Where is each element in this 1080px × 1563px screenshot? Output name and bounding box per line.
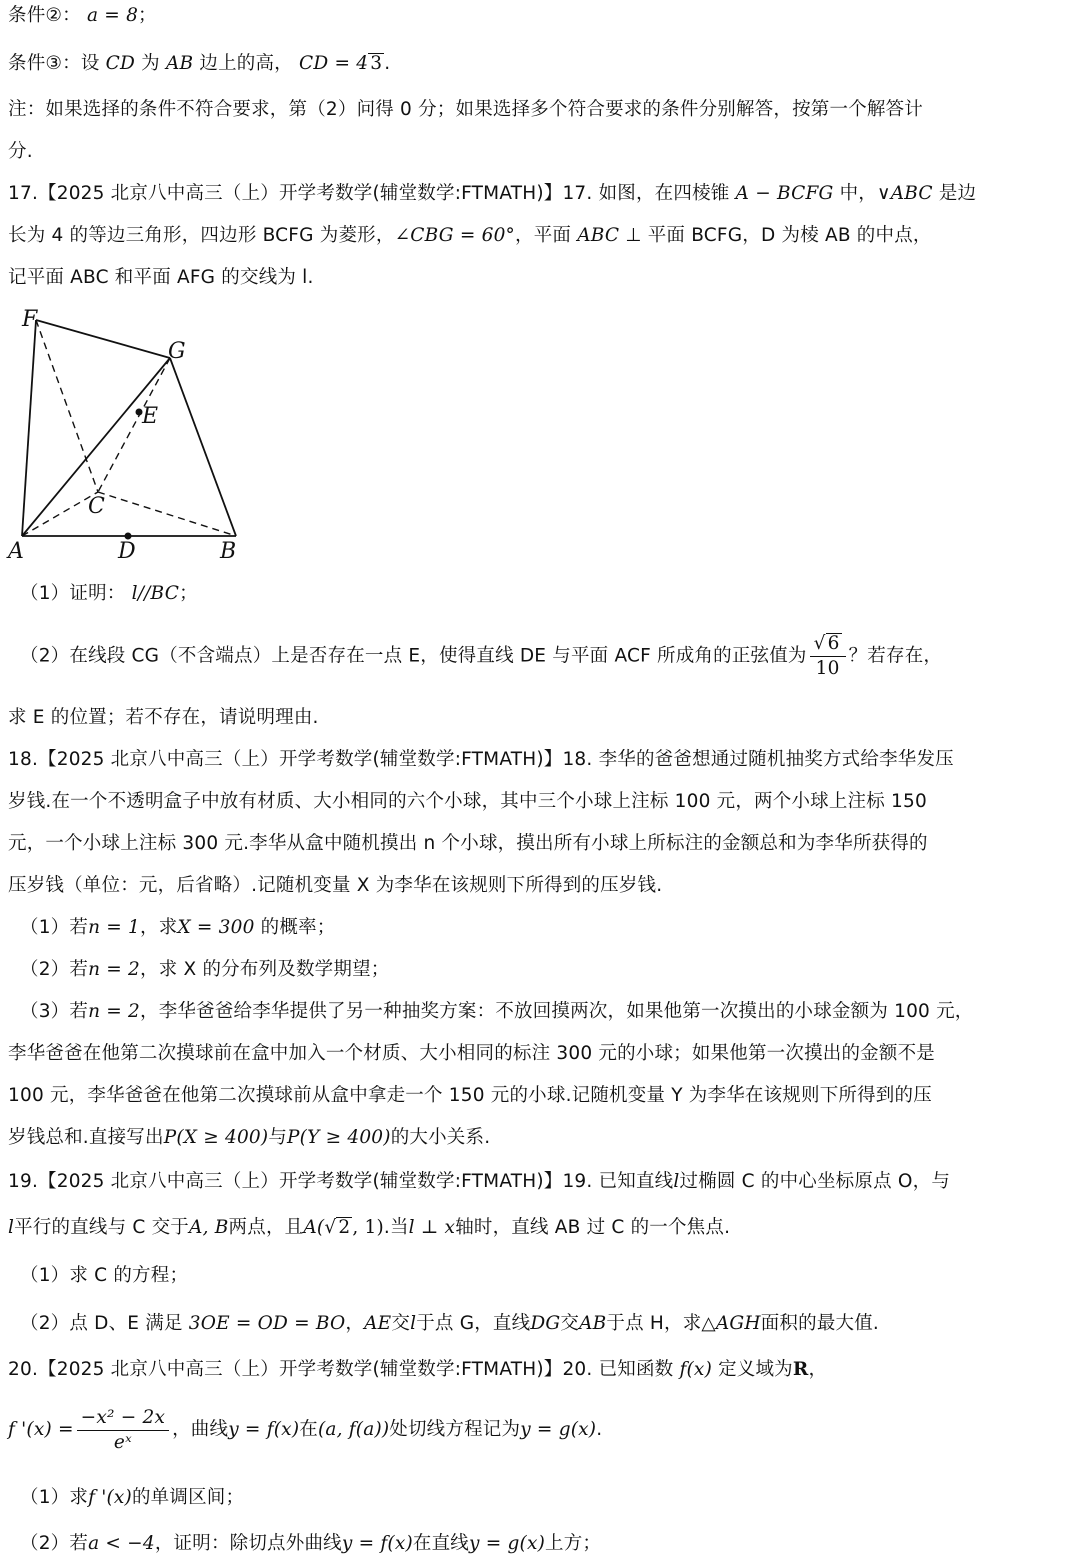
edge-FA: [22, 320, 36, 536]
q18-part-3-line-3: 100 元，李华爸爸在他第二次摸球前从盒中拿走一个 150 元的小球.记随机变量 Y 为李华在该规则下所得到的压: [8, 1085, 932, 1106]
q18-part-2: （2）若n = 2，求 X 的分布列及数学期望；: [20, 959, 390, 980]
label-F: F: [22, 307, 38, 332]
label-E: E: [142, 404, 159, 429]
q19-line-2: l平行的直线与 C 交于A, B两点，且A(√ 2 , 1).当l ⊥ x轴时，直线 AB 过 C 的一个焦点.: [8, 1217, 731, 1238]
q18-part-1: （1）若n = 1，求X = 300 的概率；: [20, 917, 336, 938]
edge-CB: [98, 492, 236, 536]
edge-FG: [36, 320, 170, 358]
q20-line-1: 20.【2025 北京八中高三（上）开学考数学(辅堂数学:FTMATH)】20. 已知函数 f(x) 定义域为R，: [8, 1359, 828, 1380]
note-line-2: 分.: [8, 141, 33, 162]
edge-GB: [170, 358, 236, 536]
q18-part-3-line-2: 李华爸爸在他第二次摸球前在盒中加入一个材质、大小相同的标注 300 元的小球；如果他第一次摸出的金额不是: [8, 1043, 935, 1064]
condition-2: 条件②： a = 8；: [8, 5, 157, 26]
label-B: B: [220, 539, 237, 564]
condition-3: 条件③：设 CD 为 AB 边上的高， CD = 4 3 .: [8, 53, 391, 74]
q18-line-1: 18.【2025 北京八中高三（上）开学考数学(辅堂数学:FTMATH)】18. 李华的爸爸想通过随机抽奖方式给李华发压: [8, 749, 954, 770]
q17-line-1: 17.【2025 北京八中高三（上）开学考数学(辅堂数学:FTMATH)】17. 如图，在四棱锥 A − BCFG 中，∨ABC 是边: [8, 183, 977, 204]
pyramid-figure: [0, 300, 260, 570]
q18-part-3: （3）若n = 2，李华爸爸给李华提供了另一种抽奖方案：不放回摸两次，如果他第一次摸出的小球金额为 100 元，: [20, 1001, 974, 1022]
q17-line-3: 记平面 ABC 和平面 AFG 的交线为 l.: [8, 267, 314, 288]
q17-part-2-line-2: 求 E 的位置；若不存在，请说明理由.: [8, 707, 319, 728]
edge-GC: [98, 358, 170, 492]
q18-line-3: 元，一个小球上注标 300 元.李华从盒中随机摸出 n 个小球，摸出所有小球上所标注的金额总和为李华所获得的: [8, 833, 928, 854]
q20-part-2: （2）若a < −4，证明：除切点外曲线y = f(x)在直线y = g(x)上方；: [20, 1533, 602, 1554]
q17-part-1: （1）证明： l//BC；: [20, 583, 198, 604]
q17-part-2: （2）在线段 CG（不含端点）上是否存在一点 E，使得直线 DE 与平面 ACF 所成角的正弦值为 $\frac{√ 6}{10}$ ？若存在，: [20, 633, 943, 679]
edge-FC: [36, 320, 98, 492]
label-A: A: [8, 539, 24, 564]
fraction-sqrt6-over-10: $\frac{√ 6}{10}$: [810, 632, 846, 681]
label-D: D: [118, 539, 136, 564]
q20-line-2: f '(x) = $\frac{\text{−x² − 2x}}{\text{eˣ}}$ ，曲线y = f(x)在(a, f(a))处切线方程记为y = g(x).: [8, 1406, 603, 1453]
q20-part-1: （1）求f '(x)的单调区间；: [20, 1487, 245, 1508]
label-C: C: [88, 494, 105, 519]
q18-line-2: 岁钱.在一个不透明盒子中放有材质、大小相同的六个小球，其中三个小球上注标 100 元，两个小球上注标 150: [8, 791, 927, 812]
q19-part-2: （2）点 D、E 满足 3OE = OD = BO，AE交l于点 G，直线DG交AB于点 H，求△AGH面积的最大值.: [20, 1313, 880, 1334]
q17-line-2: 长为 4 的等边三角形，四边形 BCFG 为菱形，∠CBG = 60°，平面 ABC ⊥ 平面 BCFG，D 为棱 AB 的中点，: [8, 225, 932, 246]
q19-part-1: （1）求 C 的方程；: [20, 1265, 189, 1286]
label-G: G: [168, 339, 186, 364]
edge-AC: [22, 492, 98, 536]
q18-line-4: 压岁钱（单位：元，后省略）.记随机变量 X 为李华在该规则下所得到的压岁钱.: [8, 875, 663, 896]
q19-line-1: 19.【2025 北京八中高三（上）开学考数学(辅堂数学:FTMATH)】19. 已知直线l过椭圆 C 的中心坐标原点 O，与: [8, 1171, 951, 1192]
fraction-derivative: $\frac{\text{−x² − 2x}}{\text{eˣ}}$: [77, 1406, 169, 1455]
q18-part-3-line-4: 岁钱总和.直接写出P(X ≥ 400)与P(Y ≥ 400)的大小关系.: [8, 1127, 491, 1148]
note-line-1: 注：如果选择的条件不符合要求，第（2）问得 0 分；如果选择多个符合要求的条件分别解答，按第一个解答计: [8, 99, 924, 120]
